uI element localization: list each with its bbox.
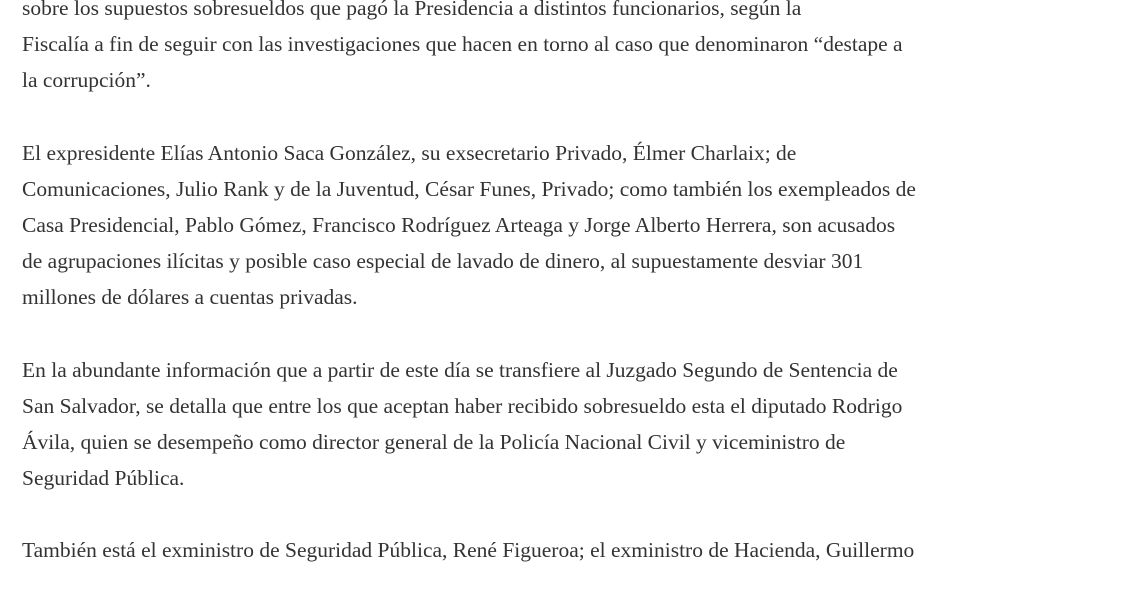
paragraph-line: sobre los supuestos sobresueldos que pagó la Presidencia a distintos funcionarios, según la [22, 0, 802, 20]
paragraph-line: San Salvador, se detalla que entre los que aceptan haber recibido sobresueldo esta el diputado Rodrigo [22, 393, 903, 418]
article-body [22, 0, 1122, 605]
paragraph-line: millones de dólares a cuentas privadas. [22, 285, 358, 310]
paragraph-2 [22, 135, 1122, 316]
paragraph-4 [22, 532, 1122, 568]
paragraph-line: Comunicaciones, Julio Rank y de la Juventud, César Funes, Privado; como también los exempleados de [22, 176, 916, 201]
paragraph-line: Seguridad Pública. [22, 466, 185, 491]
paragraph-line: También está el exministro de Seguridad Pública, René Figueroa; el exministro de Hacienda, Guillermo [22, 538, 915, 563]
paragraph-1 [22, 0, 1122, 99]
paragraph-line: Casa Presidencial, Pablo Gómez, Francisco Rodríguez Arteaga y Jorge Alberto Herrera, son acusados [22, 213, 896, 238]
paragraph-line: En la abundante información que a partir de este día se transfiere al Juzgado Segundo de Sentencia de [22, 357, 898, 382]
paragraph-line: la corrupción”. [22, 68, 151, 93]
paragraph-line: El expresidente Elías Antonio Saca González, su exsecretario Privado, Élmer Charlaix; de [22, 140, 797, 165]
paragraph-line: Fiscalía a fin de seguir con las investigaciones que hacen en torno al caso que denominaron “destape a [22, 32, 903, 57]
paragraph-line: Ávila, quien se desempeño como director general de la Policía Nacional Civil y viceministro de [22, 430, 846, 455]
paragraph-line: de agrupaciones ilícitas y posible caso especial de lavado de dinero, al supuestamente desviar 301 [22, 249, 864, 274]
paragraph-3 [22, 352, 1122, 497]
